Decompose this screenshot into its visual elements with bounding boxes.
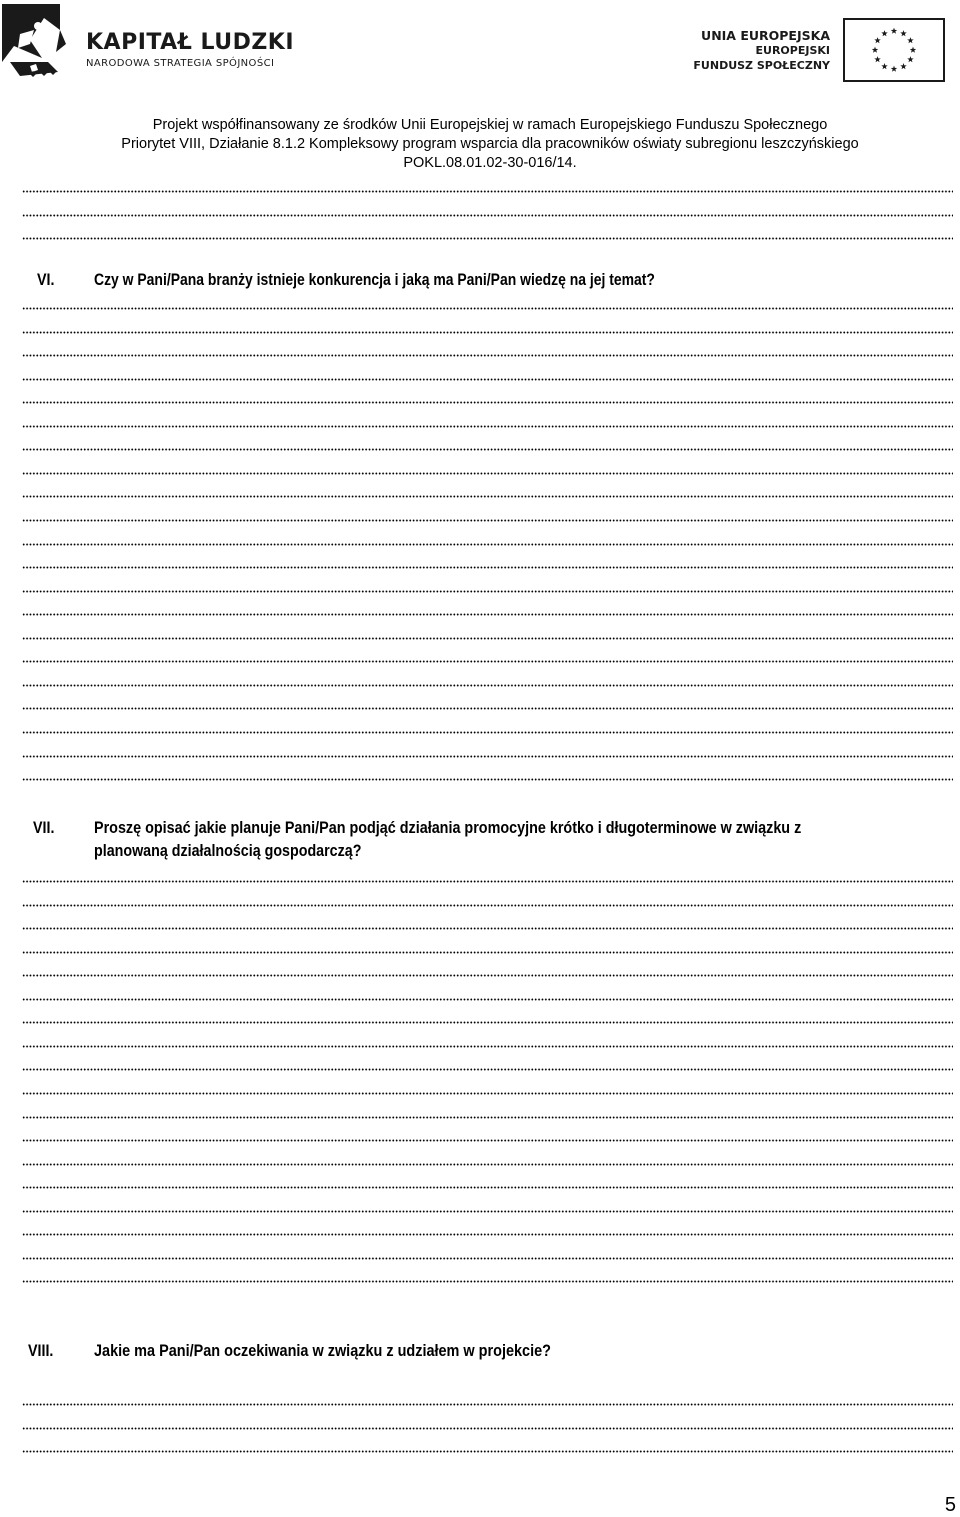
question-7-text-line1: Proszę opisać jakie planuje Pani/Pan podjąć działania promocyjne krótko i długoterminowe w związku z xyxy=(94,818,802,837)
kapital-ludzki-title: KAPITAŁ LUDZKI xyxy=(86,30,295,55)
project-banner xyxy=(0,116,960,173)
answer-dotted-line xyxy=(22,566,953,569)
eu-logo-line3: FUNDUSZ SPOŁECZNY xyxy=(693,59,830,72)
answer-dotted-line xyxy=(22,660,953,663)
answer-dotted-line xyxy=(22,1045,953,1048)
answer-dotted-line xyxy=(22,974,953,977)
answer-dotted-line xyxy=(22,1210,953,1213)
eu-logo-line2: EUROPEJSKI xyxy=(755,44,830,57)
banner-line-2: Priorytet VIII, Działanie 8.1.2 Kompleksowy program wsparcia dla pracowników oświaty subregionu leszczyńskiego xyxy=(121,136,859,152)
eu-flag-icon xyxy=(843,18,945,82)
answer-dotted-line xyxy=(22,590,953,593)
answer-dotted-line xyxy=(22,613,953,616)
answer-dotted-line xyxy=(22,1021,953,1024)
answer-dotted-line xyxy=(22,731,953,734)
answer-dotted-line xyxy=(22,401,953,404)
answer-dotted-line xyxy=(22,237,953,240)
eu-logo-text xyxy=(693,28,830,73)
answer-dotted-line xyxy=(22,707,953,710)
question-8-text: Jakie ma Pani/Pan oczekiwania w związku z udziałem w projekcie? xyxy=(94,1341,551,1360)
answer-dotted-line xyxy=(22,543,953,546)
answer-dotted-line xyxy=(22,331,953,334)
answer-dotted-line xyxy=(22,1257,953,1260)
answer-dotted-line xyxy=(22,1450,953,1453)
answer-dotted-line xyxy=(22,684,953,687)
answer-dotted-line xyxy=(22,378,953,381)
answer-dotted-line xyxy=(22,904,953,907)
answer-dotted-line xyxy=(22,190,953,193)
question-6-text: Czy w Pani/Pana branży istnieje konkurencja i jaką ma Pani/Pan wiedzę na jej temat? xyxy=(94,270,655,289)
answer-dotted-line xyxy=(22,214,953,217)
answer-dotted-line xyxy=(22,1233,953,1236)
question-7-number: VII. xyxy=(33,818,55,837)
answer-dotted-line xyxy=(22,637,953,640)
answer-dotted-line xyxy=(22,1186,953,1189)
answer-dotted-line xyxy=(22,1280,953,1283)
answer-dotted-line xyxy=(22,778,953,781)
answer-dotted-line xyxy=(22,495,953,498)
answer-dotted-line xyxy=(22,1116,953,1119)
kapital-ludzki-emblem-icon xyxy=(0,0,84,92)
answer-dotted-line xyxy=(22,1163,953,1166)
answer-dotted-line xyxy=(22,1068,953,1071)
answer-dotted-line xyxy=(22,448,953,451)
eu-logo-line1: UNIA EUROPEJSKA xyxy=(701,28,830,43)
banner-line-1: Projekt współfinansowany ze środków Unii Europejskiej w ramach Europejskiego Funduszu Społecznego xyxy=(152,117,828,133)
answer-dotted-line xyxy=(22,354,953,357)
question-8-number: VIII. xyxy=(28,1341,54,1360)
answer-dotted-line xyxy=(22,472,953,475)
question-7-text-line2: planowaną działalnością gospodarczą? xyxy=(94,841,362,860)
answer-dotted-line xyxy=(22,1139,953,1142)
answer-dotted-line xyxy=(22,951,953,954)
answer-dotted-line xyxy=(22,927,953,930)
answer-dotted-line xyxy=(22,425,953,428)
question-6-number: VI. xyxy=(37,270,55,289)
answer-dotted-line xyxy=(22,519,953,522)
answer-dotted-line xyxy=(22,1427,953,1430)
page-number: 5 xyxy=(944,1494,956,1516)
answer-dotted-line xyxy=(22,1403,953,1406)
answer-dotted-line xyxy=(22,998,953,1001)
answer-dotted-line xyxy=(22,880,953,883)
kapital-ludzki-subtitle: NARODOWA STRATEGIA SPÓJNOŚCI xyxy=(86,58,275,69)
banner-line-3: POKL.08.01.02-30-016/14. xyxy=(403,155,577,171)
kapital-ludzki-logo xyxy=(0,0,300,92)
answer-dotted-line xyxy=(22,755,953,758)
answer-dotted-line xyxy=(22,307,953,310)
answer-dotted-line xyxy=(22,1092,953,1095)
